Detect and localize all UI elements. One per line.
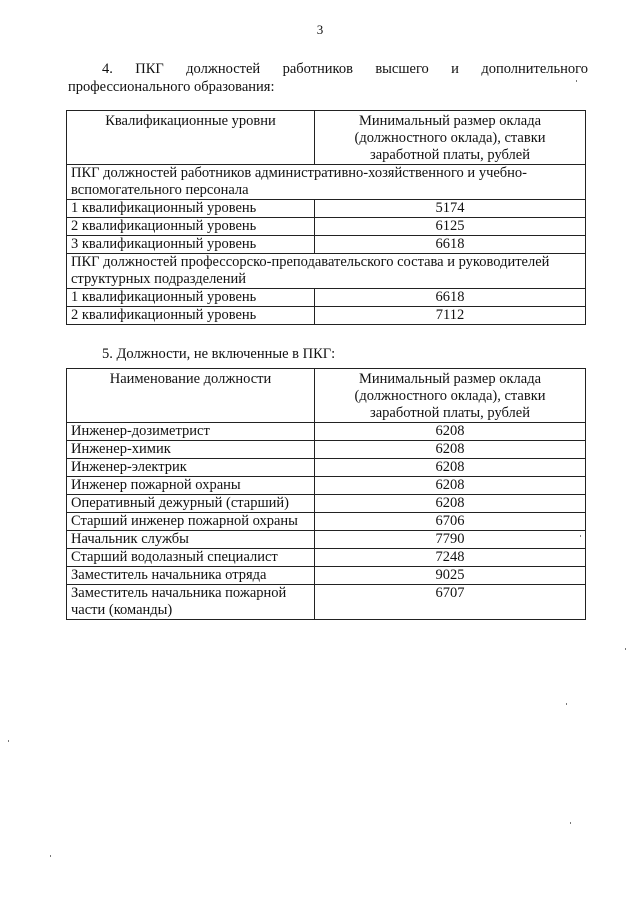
position-name-line: Заместитель начальника пожарной [71, 585, 287, 601]
header-position-name: Наименование должности [67, 369, 315, 423]
salary-value: 6618 [315, 289, 586, 307]
qualification-level: 2 квалификационный уровень [67, 307, 315, 325]
page-number: 3 [316, 22, 324, 37]
position-name: Оперативный дежурный (старший) [67, 495, 315, 513]
table-row [67, 585, 586, 620]
position-name: Инженер-электрик [67, 459, 315, 477]
group-title-teaching-staff [67, 254, 586, 289]
salary-value: 6208 [315, 495, 586, 513]
table-header-row [67, 369, 586, 423]
salary-value: 7248 [315, 549, 586, 567]
qualification-level: 2 квалификационный уровень [67, 218, 315, 236]
position-name: Старший водолазный специалист [67, 549, 315, 567]
table-row [67, 495, 586, 513]
group-title-admin-staff [67, 165, 586, 200]
table-row [67, 459, 586, 477]
salary-value: 7790 [315, 531, 586, 549]
table-row [67, 441, 586, 459]
salary-value: 6208 [315, 423, 586, 441]
heading-word: высшего [375, 61, 429, 77]
salary-value: 6208 [315, 477, 586, 495]
group-title-row [67, 165, 586, 200]
position-name: Старший инженер пожарной охраны [67, 513, 315, 531]
table-row [67, 218, 586, 236]
table-row [67, 289, 586, 307]
scan-speck [8, 740, 9, 742]
header-line: (должностного оклада), ставки [354, 388, 546, 404]
header-line: заработной платы, рублей [370, 147, 530, 163]
position-name-line: части (команды) [71, 602, 173, 618]
salary-value: 9025 [315, 567, 586, 585]
group-title-line: вспомогательного персонала [71, 182, 249, 198]
heading-word: работников [282, 61, 353, 77]
heading-word: ПКГ [135, 61, 164, 77]
table-row [67, 477, 586, 495]
salary-value: 6208 [315, 459, 586, 477]
heading-word: и [451, 61, 459, 77]
table-row [67, 513, 586, 531]
salary-value: 7112 [315, 307, 586, 325]
section-4-heading-line-1 [68, 60, 588, 78]
table-row [67, 236, 586, 254]
table-header-row [67, 111, 586, 165]
qualification-level: 1 квалификационный уровень [67, 289, 315, 307]
salary-value: 6208 [315, 441, 586, 459]
section-4-number: 4. [102, 61, 113, 77]
scan-speck [570, 822, 571, 824]
header-line: Минимальный размер оклада [358, 113, 542, 129]
header-line: заработной платы, рублей [370, 405, 530, 421]
group-title-line: структурных подразделений [71, 271, 247, 287]
position-name: Начальник службы [67, 531, 315, 549]
heading-word: дополнительного [481, 61, 588, 77]
salary-value: 6618 [315, 236, 586, 254]
table-row [67, 531, 586, 549]
qualification-salary-table [66, 110, 586, 325]
table-row [67, 549, 586, 567]
table-row [67, 200, 586, 218]
table-row [67, 423, 586, 441]
salary-value: 6707 [315, 585, 586, 620]
header-min-salary [315, 369, 586, 423]
scan-speck [625, 648, 626, 650]
table-row [67, 567, 586, 585]
other-positions-salary-table [66, 368, 586, 620]
section-5-heading: 5. Должности, не включенные в ПКГ: [102, 346, 336, 362]
qualification-level: 1 квалификационный уровень [67, 200, 315, 218]
position-name: Инженер-дозиметрист [67, 423, 315, 441]
scan-speck [50, 855, 51, 857]
position-name: Инженер-химик [67, 441, 315, 459]
position-name: Заместитель начальника отряда [67, 567, 315, 585]
header-line: (должностного оклада), ставки [354, 130, 546, 146]
position-name [67, 585, 315, 620]
salary-value: 6125 [315, 218, 586, 236]
header-min-salary [315, 111, 586, 165]
group-title-line: ПКГ должностей профессорско-преподавательского состава и руководителей [71, 254, 550, 270]
scan-speck [566, 703, 567, 705]
scan-speck [580, 535, 581, 537]
header-line: Минимальный размер оклада [358, 371, 542, 387]
group-title-line: ПКГ должностей работников административно-хозяйственного и учебно- [71, 165, 528, 181]
section-4-heading-line-2: профессионального образования: [68, 79, 275, 95]
salary-value: 5174 [315, 200, 586, 218]
position-name: Инженер пожарной охраны [67, 477, 315, 495]
qualification-level: 3 квалификационный уровень [67, 236, 315, 254]
section-4-heading [68, 60, 588, 96]
scan-speck [576, 80, 577, 82]
header-qualification-levels: Квалификационные уровни [67, 111, 315, 165]
group-title-row [67, 254, 586, 289]
heading-word: должностей [186, 61, 261, 77]
salary-value: 6706 [315, 513, 586, 531]
table-row [67, 307, 586, 325]
